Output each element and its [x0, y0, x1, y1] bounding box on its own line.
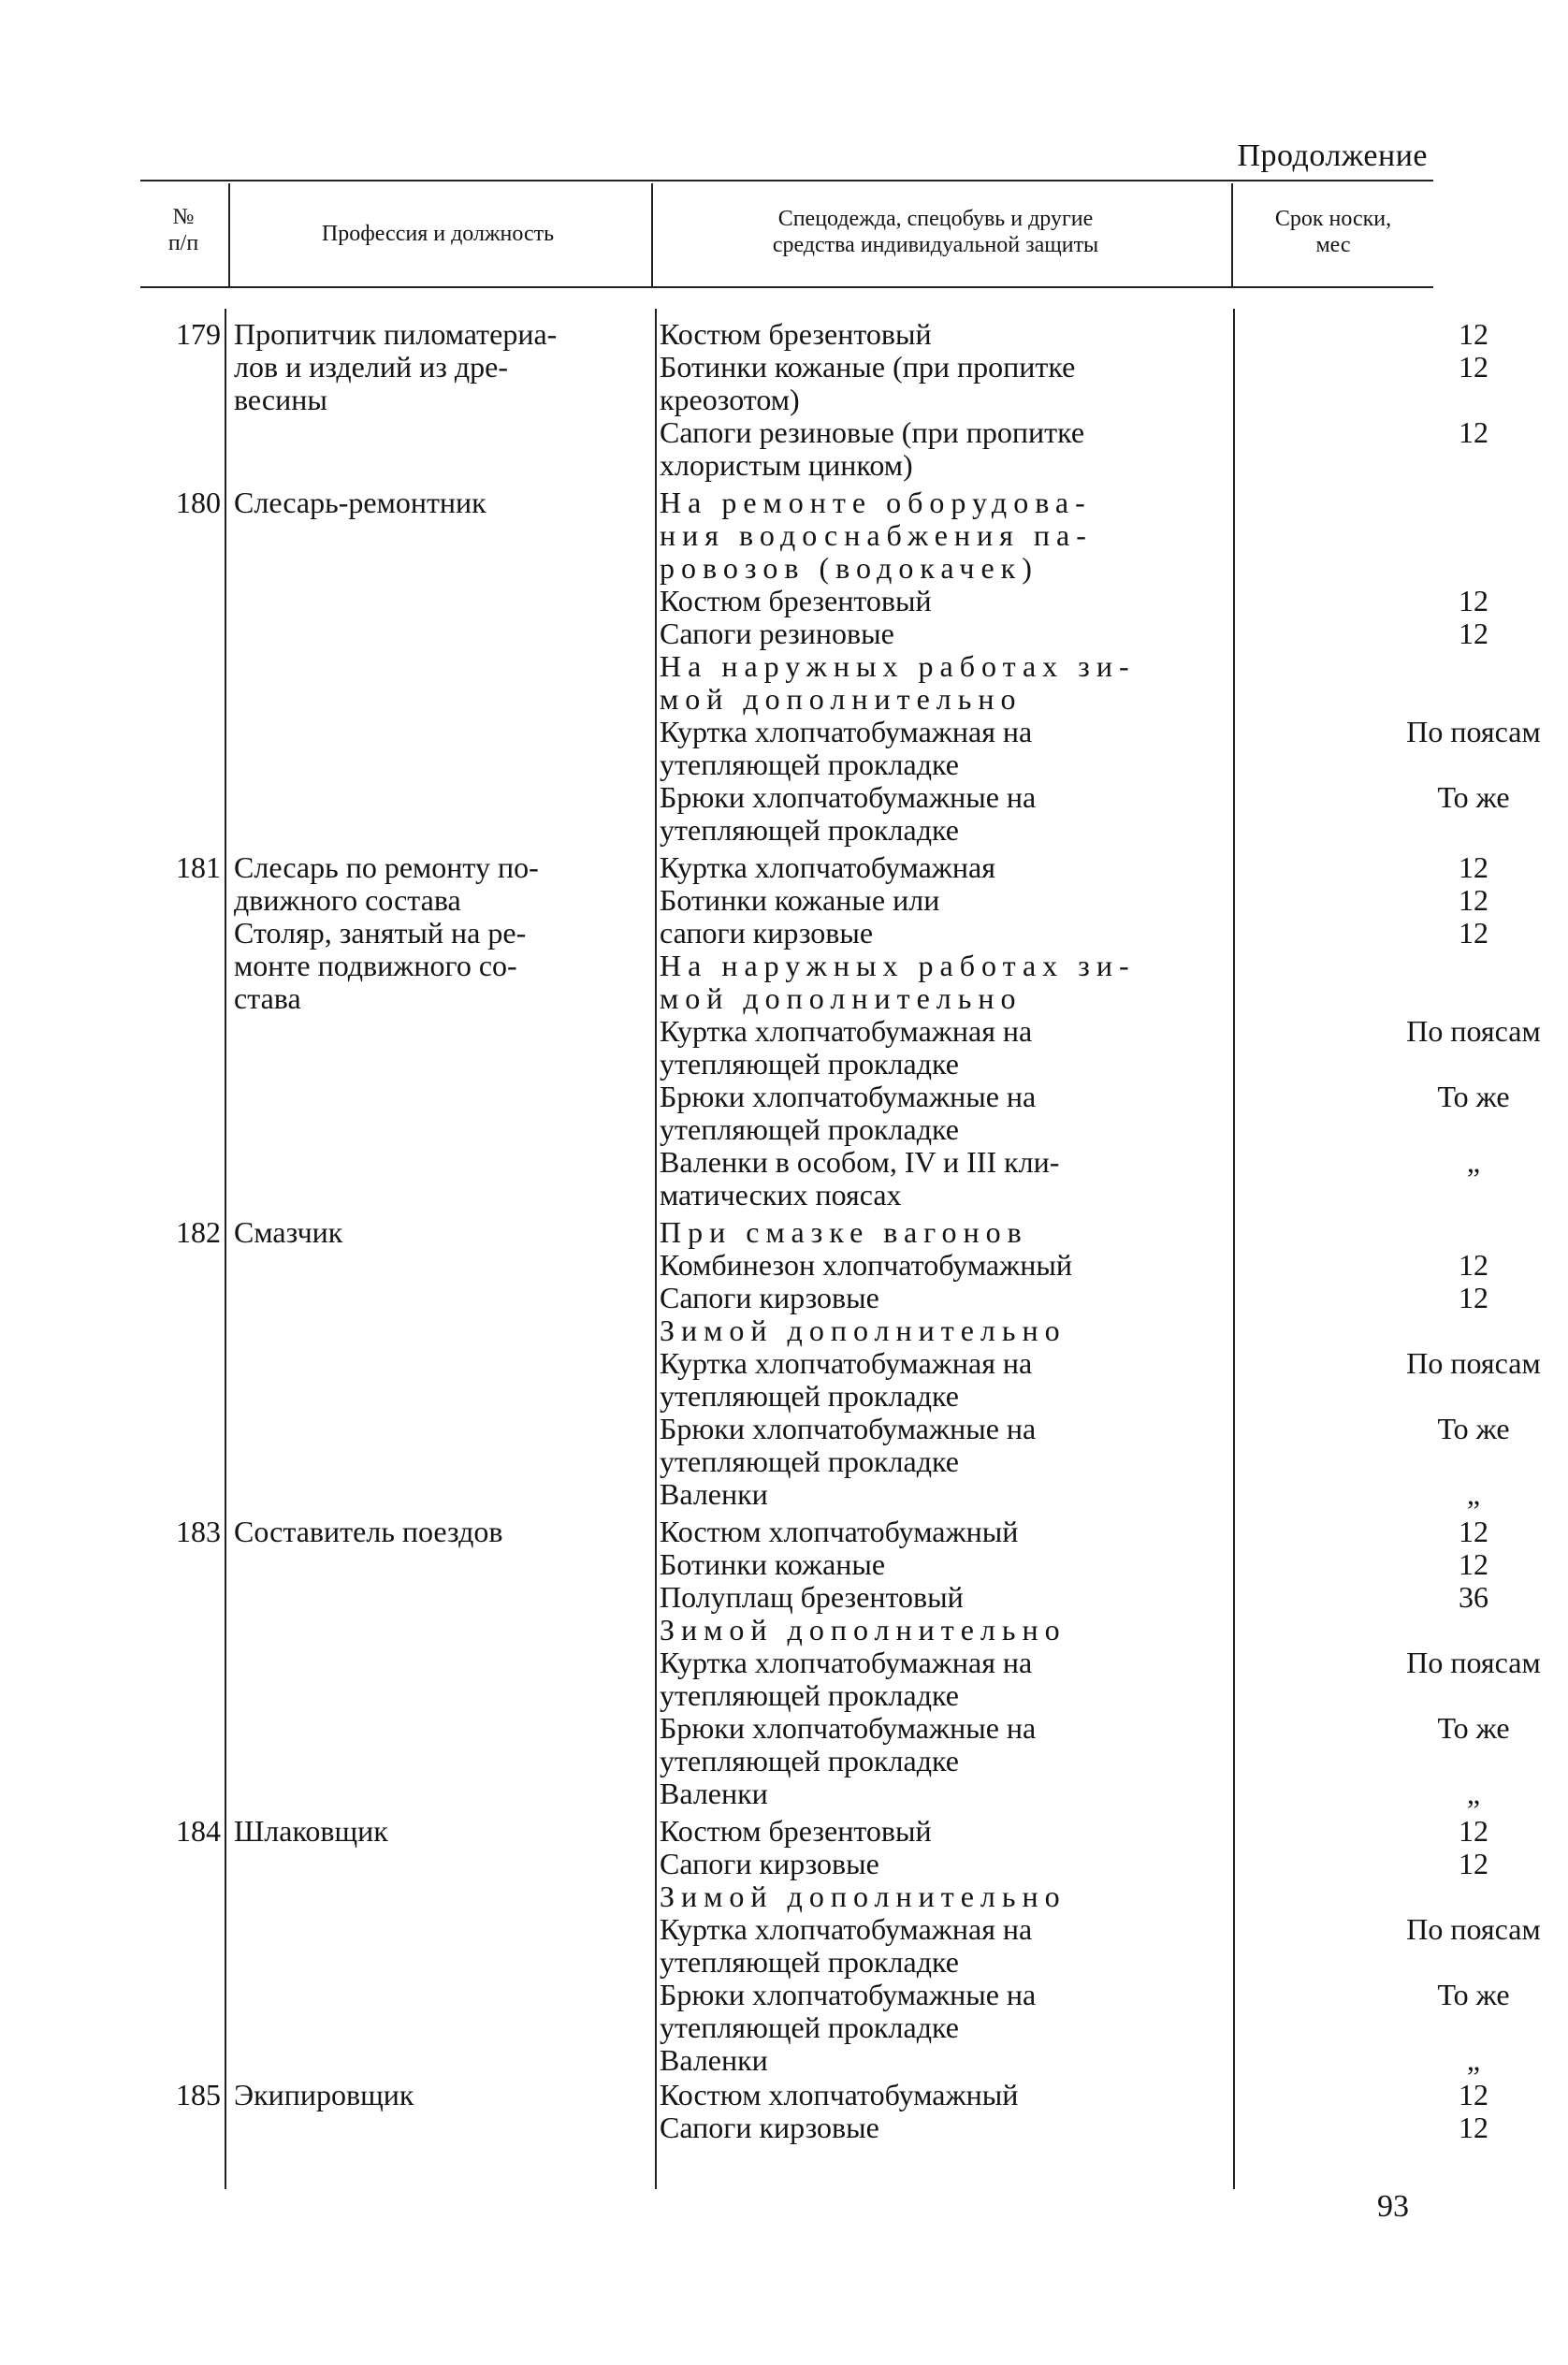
- ppe-item: [660, 1978, 1510, 2011]
- wear-term: 12: [1459, 617, 1488, 650]
- row-number: 182: [176, 1215, 221, 1249]
- ppe-item-text: Валенки: [660, 2043, 768, 2077]
- ppe-item-text: Куртка хлопчатобумажная: [660, 850, 995, 884]
- ppe-item-text: сапоги кирзовые: [660, 916, 874, 950]
- ppe-subheading: [660, 1880, 1354, 1913]
- profession-cell: [234, 851, 646, 1015]
- ppe-item-text: утепляющей прокладке: [660, 747, 959, 781]
- column-divider: [655, 309, 657, 2189]
- profession-line: Составитель поездов: [234, 1515, 503, 1548]
- ppe-item-text: На наружных работах зи-: [660, 649, 1136, 683]
- ppe-item: [660, 350, 1488, 384]
- row-number: 179: [176, 317, 221, 351]
- ppe-subheading: [660, 1216, 1354, 1249]
- ppe-item: [660, 1646, 1541, 1679]
- ppe-item: [660, 617, 1488, 650]
- row-number: 183: [176, 1515, 221, 1548]
- profession-line: Слесарь-ремонтник: [234, 486, 486, 519]
- ppe-item: [660, 2011, 1354, 2044]
- ppe-item: [660, 1048, 1354, 1081]
- ppe-item-text: Брюки хлопчатобумажные на: [660, 1412, 1037, 1445]
- profession-line: става: [234, 981, 301, 1015]
- profession-line: Столяр, занятый на ре-: [234, 916, 527, 950]
- ppe-item: [660, 883, 1488, 917]
- row-number: 180: [176, 486, 221, 519]
- column-divider: [228, 183, 230, 286]
- ppe-item: [660, 1679, 1354, 1712]
- header-num-line-2: п/п: [167, 231, 199, 255]
- ppe-item: [660, 1014, 1541, 1048]
- ppe-item: [660, 317, 1488, 351]
- ppe-item-text: Валенки: [660, 1477, 768, 1511]
- wear-term: То же: [1437, 1080, 1510, 1113]
- profession-cell: [234, 1516, 646, 1548]
- wear-term: То же: [1437, 780, 1510, 814]
- ppe-item: [660, 1580, 1488, 1614]
- wear-term: По поясам: [1406, 1646, 1541, 1679]
- wear-term: То же: [1437, 1978, 1510, 2011]
- wear-term: То же: [1437, 1412, 1510, 1445]
- profession-cell: [234, 318, 646, 416]
- ppe-item-text: матических поясах: [660, 1178, 902, 1212]
- ppe-item: [660, 916, 1488, 950]
- wear-term: 12: [1459, 1814, 1488, 1848]
- row-number: 184: [176, 1814, 221, 1848]
- profession-cell: [234, 2079, 646, 2111]
- ppe-item: [660, 1777, 1481, 1810]
- wear-term: По поясам: [1406, 1912, 1541, 1946]
- wear-term: 12: [1459, 916, 1488, 950]
- ppe-item: [660, 2111, 1488, 2144]
- header-ppe-line-1: Спецодежда, спецобувь и другие: [777, 207, 1094, 231]
- ppe-item-text: Полуплащ брезентовый: [660, 1580, 964, 1614]
- ppe-item-text: Костюм брезентовый: [660, 584, 932, 617]
- ppe-item: [660, 1547, 1488, 1581]
- ppe-item-text: ния водоснабжения па-: [660, 518, 1093, 552]
- profession-line: весины: [234, 383, 327, 416]
- ppe-item-text: утепляющей прокладке: [660, 1047, 959, 1081]
- ppe-list: [660, 2078, 1488, 2144]
- ppe-item-text: Сапоги резиновые: [660, 617, 894, 650]
- wear-term: „: [1466, 1777, 1481, 1810]
- ppe-item-text: Ботинки кожаные: [660, 1547, 886, 1581]
- wear-term: 12: [1459, 850, 1488, 884]
- ppe-item: [660, 1248, 1488, 1282]
- ppe-item: [660, 1281, 1488, 1314]
- profession-line: Шлаковщик: [234, 1814, 388, 1848]
- wear-term: 12: [1459, 415, 1488, 449]
- ppe-item-text: мой дополнительно: [660, 981, 1023, 1015]
- ppe-item-text: Куртка хлопчатобумажная на: [660, 1346, 1033, 1380]
- table-top-rule: [140, 180, 1433, 181]
- ppe-list: [660, 1215, 1541, 1511]
- ppe-item: [660, 1515, 1488, 1548]
- ppe-item-text: Брюки хлопчатобумажные на: [660, 1978, 1037, 2011]
- ppe-list: [660, 317, 1488, 482]
- wear-term: По поясам: [1406, 715, 1541, 748]
- profession-cell: [234, 486, 646, 519]
- wear-term: 12: [1459, 584, 1488, 617]
- ppe-item-text: Зимой дополнительно: [660, 1613, 1067, 1647]
- column-divider: [1231, 183, 1233, 286]
- profession-cell: [234, 1216, 646, 1249]
- ppe-item-text: Сапоги резиновые (при пропитке: [660, 415, 1085, 449]
- ppe-item: [660, 1912, 1541, 1946]
- header-term-line-1: Срок носки,: [1274, 207, 1392, 231]
- wear-term: 12: [1459, 350, 1488, 384]
- ppe-item-text: Валенки: [660, 1777, 768, 1810]
- wear-term: 12: [1459, 1281, 1488, 1314]
- ppe-item-text: Ботинки кожаные (при пропитке: [660, 350, 1076, 384]
- ppe-item-text: Сапоги кирзовые: [660, 1847, 879, 1880]
- ppe-item: [660, 1113, 1354, 1146]
- wear-term: 36: [1459, 1580, 1488, 1614]
- ppe-subheading: [660, 486, 1354, 519]
- wear-term: „: [1466, 2043, 1481, 2077]
- ppe-item: [660, 1346, 1541, 1380]
- ppe-item-text: Сапоги кирзовые: [660, 2111, 879, 2144]
- ppe-item: [660, 1814, 1488, 1848]
- header-profession-text: Профессия и должность: [321, 222, 555, 246]
- wear-term: „: [1466, 1145, 1481, 1179]
- ppe-list: [660, 1814, 1541, 2077]
- ppe-item-text: утепляющей прокладке: [660, 2010, 959, 2044]
- profession-line: Слесарь по ремонту по-: [234, 850, 539, 884]
- ppe-item-text: Ботинки кожаные или: [660, 883, 940, 917]
- ppe-item: [660, 850, 1488, 884]
- ppe-item: [660, 715, 1541, 748]
- ppe-item: [660, 1745, 1354, 1777]
- row-number: 181: [176, 850, 221, 884]
- ppe-item: [660, 415, 1488, 449]
- ppe-subheading: [660, 552, 1354, 585]
- ppe-list: [660, 1515, 1541, 1810]
- ppe-item-text: При смазке вагонов: [660, 1215, 1028, 1249]
- wear-term: 12: [1459, 1547, 1488, 1581]
- wear-term: То же: [1437, 1711, 1510, 1745]
- wear-term: „: [1466, 1477, 1481, 1511]
- ppe-item: [660, 2043, 1481, 2077]
- ppe-list: [660, 486, 1541, 847]
- ppe-item-text: Куртка хлопчатобумажная на: [660, 1014, 1033, 1048]
- header-ppe-line-2: средства индивидуальной защиты: [772, 233, 1099, 257]
- ppe-item-text: утепляющей прокладке: [660, 813, 959, 847]
- wear-term: 12: [1459, 317, 1488, 351]
- ppe-subheading: [660, 1614, 1354, 1647]
- wear-term: 12: [1459, 1515, 1488, 1548]
- row-number: 185: [176, 2078, 221, 2111]
- ppe-item: [660, 1179, 1354, 1212]
- header-num-line-1: №: [172, 205, 195, 229]
- ppe-item-text: Зимой дополнительно: [660, 1313, 1067, 1347]
- column-divider: [225, 309, 226, 2189]
- ppe-item: [660, 449, 1354, 482]
- ppe-item-text: Костюм хлопчатобумажный: [660, 1515, 1019, 1548]
- ppe-item-text: На ремонте оборудова-: [660, 486, 1092, 519]
- ppe-item-text: креозотом): [660, 383, 800, 416]
- ppe-item-text: ровозов (водокачек): [660, 551, 1038, 585]
- ppe-item: [660, 1145, 1481, 1179]
- header-term-line-2: мес: [1315, 233, 1351, 257]
- ppe-item-text: Брюки хлопчатобумажные на: [660, 1080, 1037, 1113]
- profession-line: движного состава: [234, 883, 461, 917]
- ppe-item: [660, 1380, 1354, 1413]
- ppe-item: [660, 1445, 1354, 1478]
- ppe-item: [660, 780, 1510, 814]
- ppe-item: [660, 814, 1354, 847]
- header-ppe: [655, 183, 1216, 307]
- ppe-subheading: [660, 519, 1354, 552]
- ppe-item-text: Валенки в особом, IV и III кли-: [660, 1145, 1060, 1179]
- profession-line: монте подвижного со-: [234, 949, 517, 982]
- wear-term: 12: [1459, 883, 1488, 917]
- header-bottom-rule: [140, 286, 1433, 288]
- ppe-item: [660, 584, 1488, 617]
- profession-cell: [234, 1815, 646, 1848]
- ppe-item-text: мой дополнительно: [660, 682, 1023, 716]
- ppe-item-text: Брюки хлопчатобумажные на: [660, 780, 1037, 814]
- ppe-subheading: [660, 683, 1354, 716]
- ppe-item-text: Зимой дополнительно: [660, 1879, 1067, 1913]
- ppe-item-text: Костюм брезентовый: [660, 1814, 932, 1848]
- ppe-item-text: утепляющей прокладке: [660, 1112, 959, 1146]
- ppe-item: [660, 1412, 1510, 1445]
- column-divider: [651, 183, 653, 286]
- ppe-item-text: утепляющей прокладке: [660, 1945, 959, 1979]
- ppe-item: [660, 748, 1354, 781]
- wear-term: 12: [1459, 2078, 1488, 2111]
- continued-label: Продолжение: [1237, 138, 1428, 173]
- ppe-item: [660, 1477, 1481, 1511]
- header-term: [1235, 183, 1431, 307]
- wear-term: По поясам: [1406, 1346, 1541, 1380]
- ppe-item: [660, 1080, 1510, 1113]
- ppe-item-text: Куртка хлопчатобумажная на: [660, 715, 1033, 748]
- profession-line: Пропитчик пиломатериа-: [234, 317, 558, 351]
- profession-line: Экипировщик: [234, 2078, 414, 2111]
- page-number: 93: [1377, 2189, 1409, 2224]
- ppe-item-text: утепляющей прокладке: [660, 1678, 959, 1712]
- wear-term: По поясам: [1406, 1014, 1541, 1048]
- ppe-subheading: [660, 982, 1354, 1015]
- ppe-item-text: утепляющей прокладке: [660, 1444, 959, 1478]
- ppe-subheading: [660, 1314, 1354, 1347]
- ppe-item-text: Брюки хлопчатобумажные на: [660, 1711, 1037, 1745]
- ppe-item-text: Сапоги кирзовые: [660, 1281, 879, 1314]
- ppe-item: [660, 1946, 1354, 1979]
- ppe-subheading: [660, 650, 1354, 683]
- ppe-item: [660, 384, 1354, 416]
- ppe-list: [660, 850, 1541, 1212]
- header-profession: [232, 183, 644, 322]
- wear-term: 12: [1459, 2111, 1488, 2144]
- ppe-item-text: утепляющей прокладке: [660, 1744, 959, 1777]
- wear-term: 12: [1459, 1847, 1488, 1880]
- ppe-item: [660, 1847, 1488, 1880]
- ppe-subheading: [660, 950, 1354, 982]
- ppe-item-text: утепляющей прокладке: [660, 1379, 959, 1413]
- ppe-item-text: Костюм хлопчатобумажный: [660, 2078, 1019, 2111]
- profession-line: Смазчик: [234, 1215, 343, 1249]
- ppe-item-text: хлористым цинком): [660, 448, 913, 482]
- ppe-item-text: Куртка хлопчатобумажная на: [660, 1912, 1033, 1946]
- ppe-item: [660, 2078, 1488, 2111]
- ppe-item-text: Куртка хлопчатобумажная на: [660, 1646, 1033, 1679]
- profession-line: лов и изделий из дре-: [234, 350, 508, 384]
- ppe-item-text: Комбинезон хлопчатобумажный: [660, 1248, 1072, 1282]
- ppe-item-text: Костюм брезентовый: [660, 317, 932, 351]
- ppe-item-text: На наружных работах зи-: [660, 949, 1136, 982]
- wear-term: 12: [1459, 1248, 1488, 1282]
- ppe-item: [660, 1711, 1510, 1745]
